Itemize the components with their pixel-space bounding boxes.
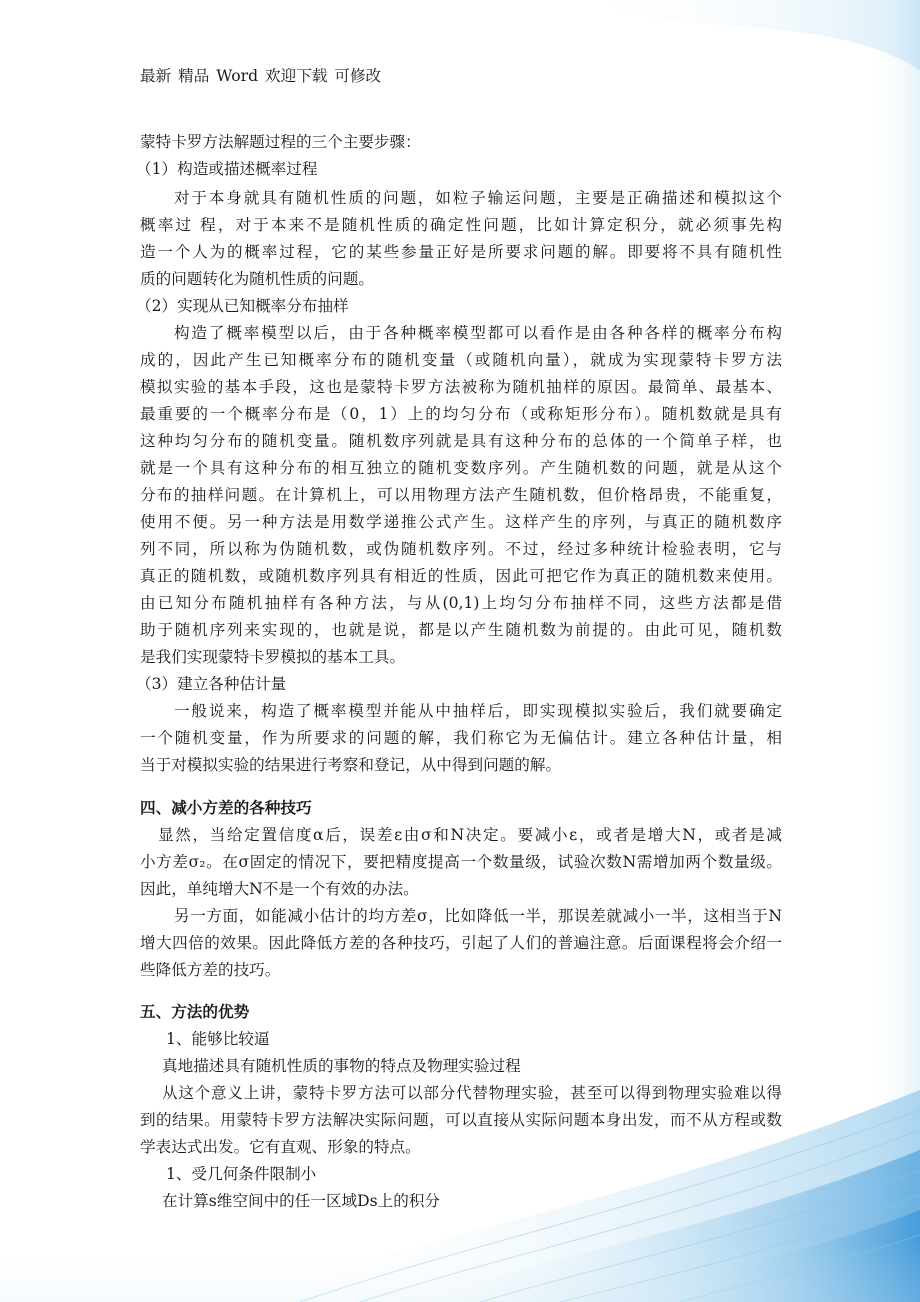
step1-para-line: 质的问题转化为随机性质的问题。: [140, 270, 374, 288]
section5-para-line: 到的结果。用蒙特卡罗方法解决实际问题，可以直接从实际问题本身出发，而不从方程或数: [140, 1111, 782, 1129]
section4-para-line: 显然，当给定置信度α后，误差ε由σ和N决定。要减小ε，或者是增大N，或者是减: [158, 826, 782, 844]
section5-para-line: 学表达式出发。它有直观、形象的特点。: [140, 1138, 421, 1156]
step2-para-line: 由已知分布随机抽样有各种方法，与从(0,1)上均匀分布抽样不同，这些方法都是借: [140, 594, 782, 612]
section4-para-line: 些降低方差的技巧。: [140, 961, 281, 979]
step3-para-line: 当于对模拟实验的结果进行考察和登记，从中得到问题的解。: [140, 756, 562, 774]
step1-para-line: 造一个人为的概率过程，它的某些参量正好是所要求问题的解。即要将不具有随机性: [140, 243, 782, 261]
step2-para-line: 成的，因此产生已知概率分布的随机变量（或随机向量），就成为实现蒙特卡罗方法: [140, 351, 782, 369]
step2-para-line: 助于随机序列来实现的，也就是说，都是以产生随机数为前提的。由此可见，随机数: [140, 621, 782, 639]
step2-para-line: 是我们实现蒙特卡罗模拟的基本工具。: [140, 648, 406, 666]
step1-para-line: 对于本身就具有随机性质的问题，如粒子输运问题，主要是正确描述和模拟这个: [174, 189, 782, 207]
section4-heading: 四、减小方差的各种技巧: [140, 798, 312, 817]
section5-heading: 五、方法的优势: [140, 1002, 250, 1021]
section5-line: 在计算s维空间中的任一区域Ds上的积分: [162, 1192, 441, 1210]
step1-para-line: 概率过 程，对于本来不是随机性质的确定性问题，比如计算定积分，就必须事先构: [140, 216, 782, 234]
step3-para-line: 一个随机变量，作为所要求的问题的解，我们称它为无偏估计。建立各种估计量，相: [140, 729, 782, 747]
step2-para-line: 构造了概率模型以后，由于各种概率模型都可以看作是由各种各样的概率分布构: [174, 324, 782, 342]
step2-para-line: 真正的随机数，或随机数序列具有相近的性质，因此可把它作为真正的随机数来使用。: [140, 567, 782, 585]
step2-para-line: 模拟实验的基本手段，这也是蒙特卡罗方法被称为随机抽样的原因。最简单、最基本、: [140, 378, 782, 396]
step3-para-line: 一般说来，构造了概率模型并能从中抽样后，即实现模拟实验后，我们就要确定: [174, 702, 782, 720]
section4-para-line: 小方差σ₂。在σ固定的情况下，要把精度提高一个数量级，试验次数N需增加两个数量级。: [140, 853, 782, 871]
step2-title: （2）实现从已知概率分布抽样: [136, 297, 349, 315]
step2-para-line: 就是一个具有这种分布的相互独立的随机变数序列。产生随机数的问题，就是从这个: [140, 459, 782, 477]
section5-para-line: 从这个意义上讲，蒙特卡罗方法可以部分代替物理实验，甚至可以得到物理实验难以得: [162, 1084, 782, 1102]
section5-subheading: 1、受几何条件限制小: [166, 1165, 317, 1183]
intro-line: 蒙特卡罗方法解题过程的三个主要步骤：: [140, 133, 421, 151]
section5-subheading: 1、能够比较逼: [166, 1030, 270, 1048]
section5-line: 真地描述具有随机性质的事物的特点及物理实验过程: [162, 1057, 521, 1075]
page-header: 最新 精品 Word 欢迎下载 可修改: [140, 67, 382, 85]
step1-title: （1）构造或描述概率过程: [136, 160, 318, 178]
section4-para-line: 增大四倍的效果。因此降低方差的各种技巧，引起了人们的普遍注意。后面课程将会介绍一: [140, 934, 782, 952]
step2-para-line: 使用不便。另一种方法是用数学递推公式产生。这样产生的序列，与真正的随机数序: [140, 513, 782, 531]
step2-para-line: 这种均匀分布的随机变量。随机数序列就是具有这种分布的总体的一个简单子样，也: [140, 432, 782, 450]
step2-para-line: 分布的抽样问题。在计算机上，可以用物理方法产生随机数，但价格昂贵，不能重复，: [140, 486, 782, 504]
step2-para-line: 列不同，所以称为伪随机数，或伪随机数序列。不过，经过多种统计检验表明，它与: [140, 540, 782, 558]
step2-para-line: 最重要的一个概率分布是（0，1）上的均匀分布（或称矩形分布）。随机数就是具有: [140, 405, 782, 423]
section4-para-line: 因此，单纯增大N不是一个有效的办法。: [140, 880, 419, 898]
section4-para-line: 另一方面，如能减小估计的均方差σ，比如降低一半，那误差就减小一半，这相当于N: [174, 907, 782, 925]
step3-title: （3）建立各种估计量: [136, 675, 287, 693]
